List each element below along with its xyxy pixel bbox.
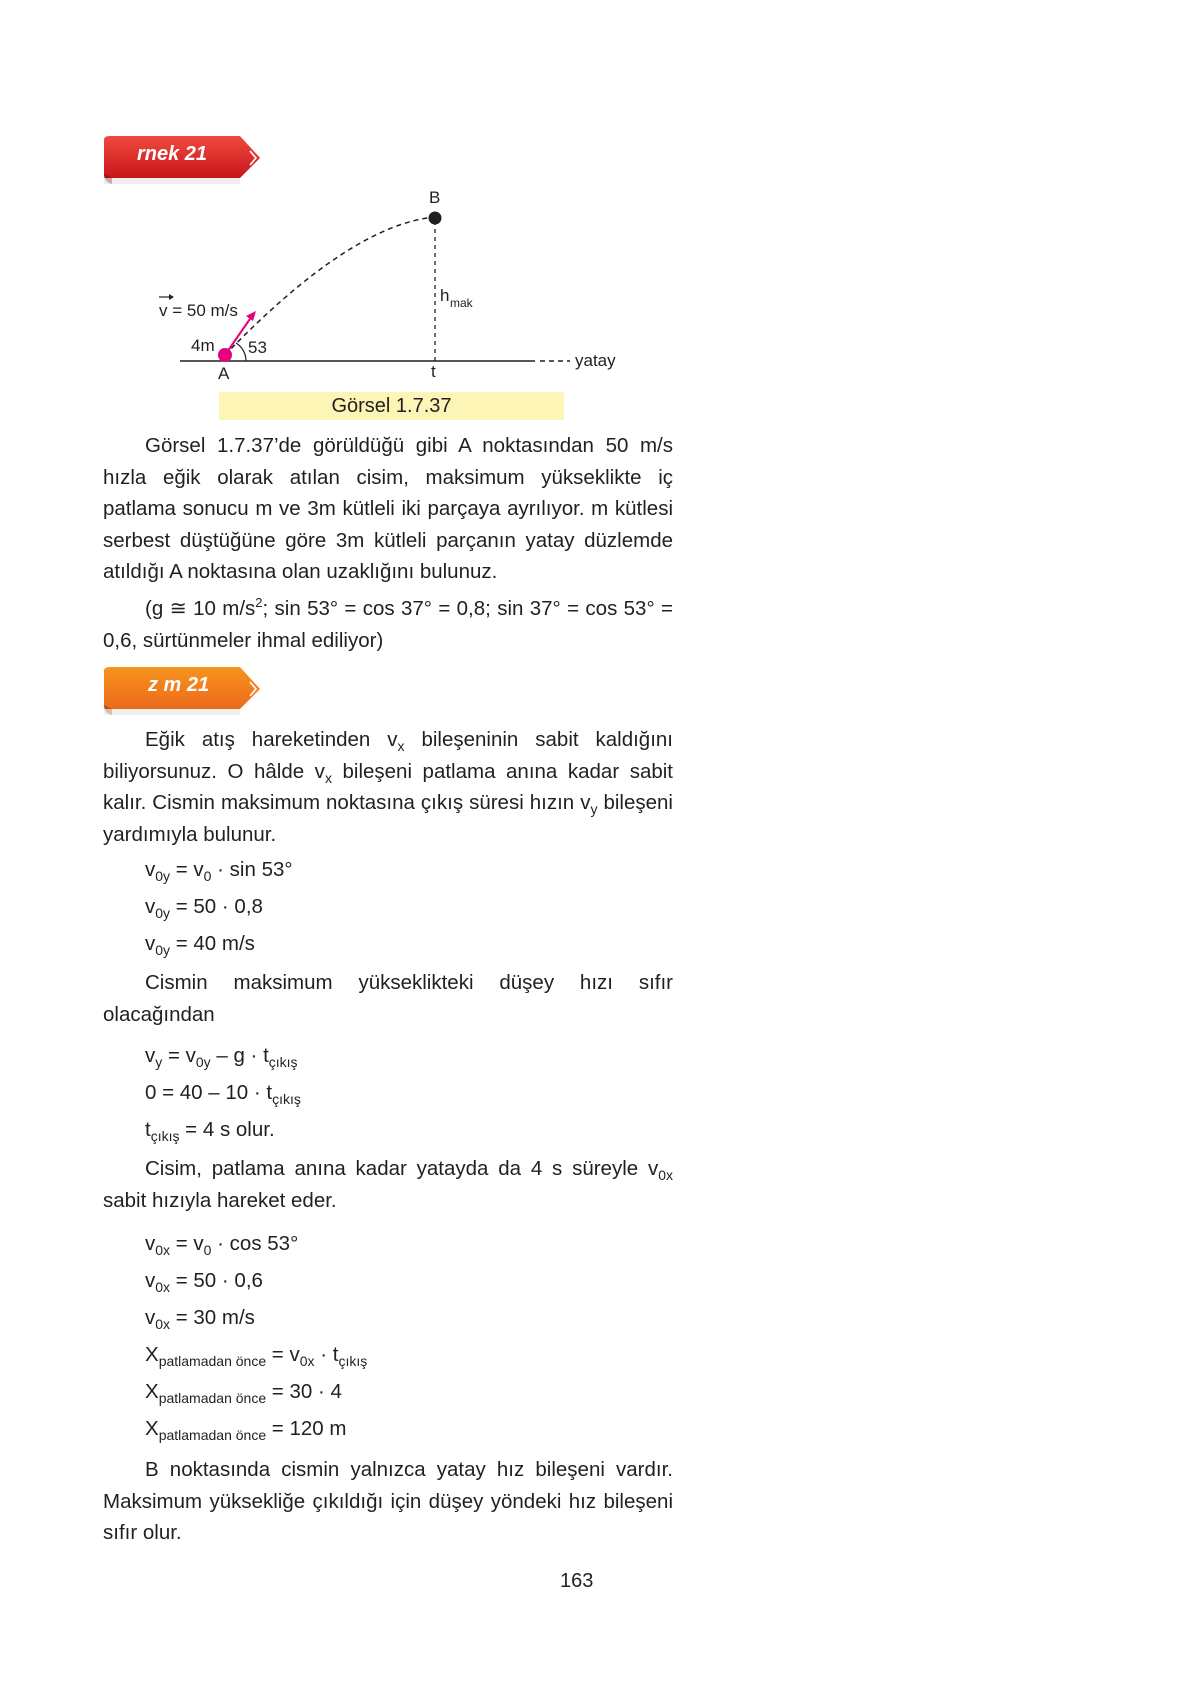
problem-paragraph: Görsel 1.7.37’de görüldüğü gibi A noktasından 50 m/s hızla eğik olarak atılan cisim, maksimum yükseklikte iç patlama sonucu m ve 3m kütleli iki parçaya ayrılıyor. m kütlesi serbest düştüğüne göre 3m kütleli parçanın yatay düzlemde atıldığı A noktasına olan uzaklığını bulunuz. (103, 434, 673, 583)
equation-7: $v_{0x} = v_0 \cdot \cos 53^\circ$ (145, 1232, 299, 1258)
label-angle: 53 (248, 338, 267, 357)
solution-banner-label: z m 21 (148, 674, 210, 696)
label-hmak-sub: mak (450, 296, 473, 310)
figure-caption: Görsel 1.7.37 (219, 392, 564, 420)
solution-intro: Eğik atış hareketinden $v_x$ bileşeninin sabit kaldığını biliyorsunuz. O hâlde $v_x$ bileşeni patlama anına kadar sabit kalır. Cismin maksimum noktasına çıkış süresi hızın $v_y$ bileşeni yardımıyla bulunur. (103, 728, 673, 846)
problem-given: (g ≅ 10 $m/s^2$; sin 53° = cos 37° = 0,8; sin 37° = cos 53° = 0,6, sürtünmeler ihmal ediliyor) (103, 595, 673, 652)
equation-12: $X_{patlamadan önce} = 120$ m (145, 1417, 347, 1443)
solution-paragraph-2: Cismin maksimum yükseklikteki düşey hızı sıfır olacağından (103, 971, 673, 1026)
equation-3: $v_{0y} = 40$ m/s (145, 932, 255, 958)
projectile-diagram (150, 185, 640, 385)
equation-8: $v_{0x} = 50 \cdot 0,6$ (145, 1269, 263, 1295)
equation-10: $X_{patlamadan önce} = v_{0x} \cdot t_{çıkış}$ (145, 1343, 368, 1369)
equation-9: $v_{0x} = 30$ m/s (145, 1306, 255, 1332)
point-b (429, 212, 442, 225)
label-hmak: h (440, 286, 450, 305)
angle-arc (236, 343, 246, 361)
label-horizontal: yatay (575, 351, 616, 370)
point-a (218, 348, 232, 362)
label-t: t (431, 362, 436, 381)
label-a: A (218, 364, 230, 383)
trajectory-path (225, 217, 435, 355)
equation-5: $0 = 40 - 10 \cdot t_{çıkış}$ (145, 1081, 301, 1107)
solution-paragraph-3: Cisim, patlama anına kadar yatayda da 4 s süreyle $v_{0x}$ sabit hızıyla hareket eder. (103, 1157, 673, 1212)
label-mass: 4m (191, 336, 215, 355)
equation-11: $X_{patlamadan önce} = 30 \cdot 4$ (145, 1380, 342, 1406)
equation-1: $v_{0y} = v_0 \cdot \sin 53^\circ$ (145, 858, 293, 884)
equation-6: $t_{çıkış} = 4$ s olur. (145, 1118, 275, 1144)
page-number: 163 (560, 1570, 594, 1592)
label-velocity: v = 50 m/s (159, 301, 238, 320)
equation-2: $v_{0y} = 50 \cdot 0,8$ (145, 895, 263, 921)
solution-paragraph-4: B noktasında cismin yalnızca yatay hız bileşeni vardır. Maksimum yüksekliğe çıkıldığı için düşey yöndeki hız bileşeni sıfır olur. (103, 1458, 673, 1544)
vector-arrow-icon (169, 294, 174, 300)
label-b: B (429, 188, 441, 207)
example-banner-label: rnek 21 (137, 143, 208, 165)
equation-4: $v_y = v_{0y} - g \cdot t_{çıkış}$ (145, 1044, 298, 1070)
velocity-arrow-icon (246, 311, 256, 321)
